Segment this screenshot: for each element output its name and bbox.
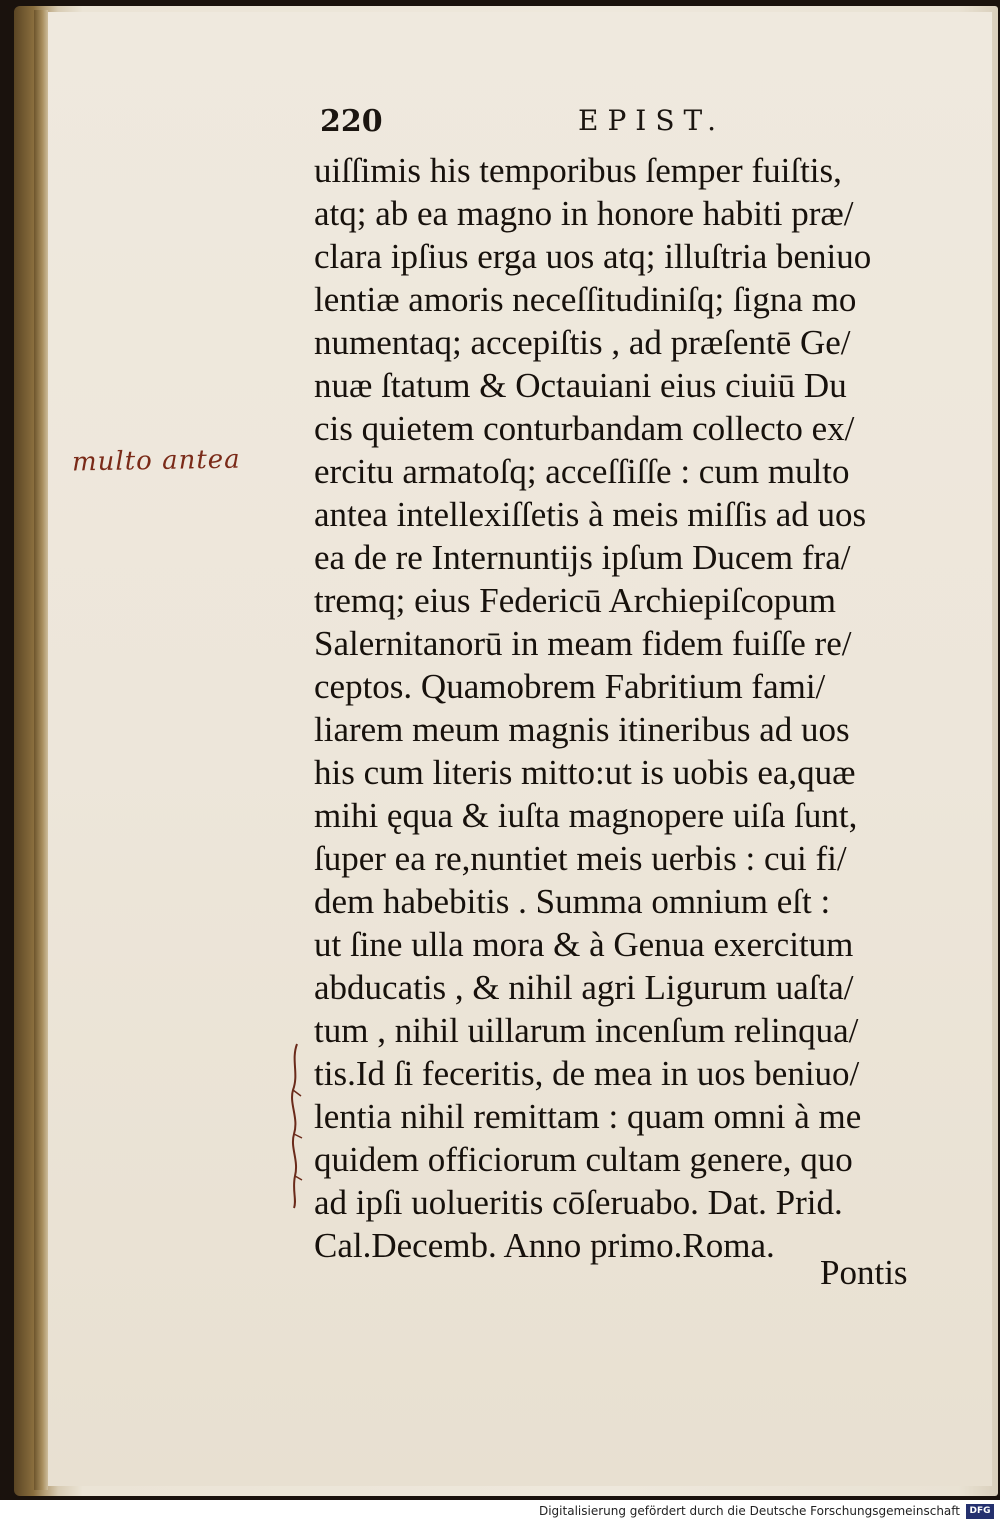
text-line: ſuper ea re,nuntiet meis uerbis : cui fi/ [314, 839, 847, 878]
catchword: Pontis [820, 1253, 908, 1292]
text-line: tremq; eius Federicū Archiepiſcopum [314, 581, 836, 620]
marginal-annotation: multo antea [71, 444, 241, 478]
text-line: his cum literis mitto:ut is uobis ea,quæ [314, 753, 856, 792]
text-line: uiſſimis his temporibus ſemper fuiſtis, [314, 151, 842, 190]
text-line: numentaq; accepiſtis , ad præſentē Ge/ [314, 323, 851, 362]
marginal-bracket-mark [285, 1040, 305, 1210]
digitization-footer [0, 1500, 1000, 1524]
dfg-logo-icon: DFG [966, 1504, 994, 1519]
text-line: lentia nihil remittam : quam omni à me [314, 1097, 862, 1136]
text-line: atq; ab ea magno in honore habiti præ/ [314, 194, 854, 233]
text-line: lentiæ amoris neceſſitudiniſq; ſigna mo [314, 280, 857, 319]
text-line: dem habebitis . Summa omnium eſt : [314, 882, 831, 921]
text-line: ercitu armatoſq; acceſſiſſe : cum multo [314, 452, 850, 491]
page-gutter [34, 10, 48, 1490]
running-title: EPIST. [578, 104, 725, 137]
text-line: clara ipſius erga uos atq; illuſtria beniuo [314, 237, 872, 276]
text-line: Salernitanorū in meam fidem fuiſſe re/ [314, 624, 852, 663]
text-line: abducatis , & nihil agri Ligurum uaſta/ [314, 968, 854, 1007]
text-line: liarem meum magnis itineribus ad uos [314, 710, 850, 749]
text-line: tis.Id ſi feceritis, de mea in uos beniuo/ [314, 1054, 860, 1093]
text-line: quidem officiorum cultam genere, quo [314, 1140, 853, 1179]
text-line: mihi ęqua & iuſta magnopere uiſa ſunt, [314, 796, 858, 835]
text-line: ea de re Internuntijs ipſum Ducem fra/ [314, 538, 851, 577]
page-number: 220 [320, 104, 383, 139]
text-line: antea intellexiſſetis à meis miſſis ad uos [314, 495, 867, 534]
text-line: Cal.Decemb. Anno primo.Roma. [314, 1226, 775, 1265]
text-line: ceptos. Quamobrem Fabritium fami/ [314, 667, 826, 706]
text-line: ut ſine ulla mora & à Genua exercitum [314, 925, 854, 964]
funding-credit: Digitalisierung gefördert durch die Deutsche Forschungsgemeinschaft [538, 1504, 960, 1518]
running-head [320, 104, 740, 144]
text-line: tum , nihil uillarum incenſum relinqua/ [314, 1011, 859, 1050]
text-line: nuæ ſtatum & Octauiani eius ciuiū Du [314, 366, 847, 405]
text-line: ad ipſi uolueritis cōſeruabo. Dat. Prid. [314, 1183, 843, 1222]
text-line: cis quietem conturbandam collecto ex/ [314, 409, 855, 448]
